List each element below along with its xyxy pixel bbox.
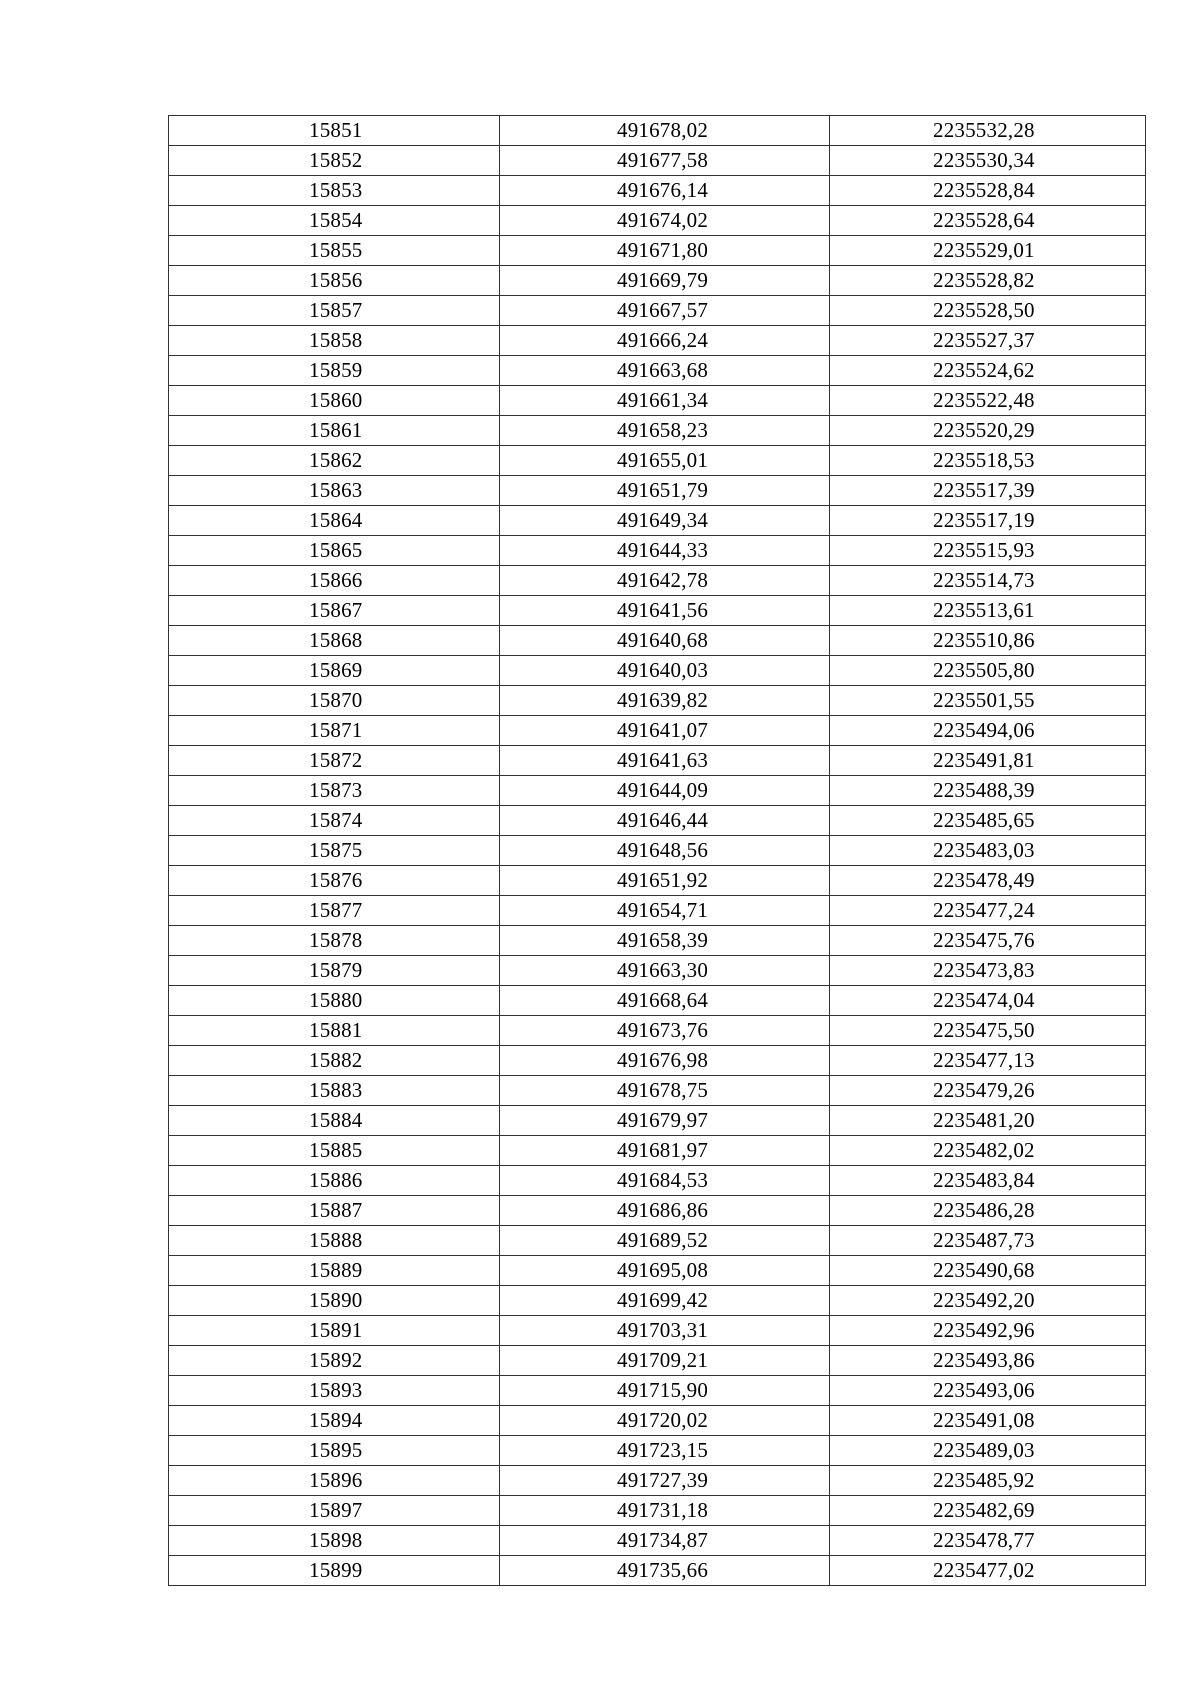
x-coordinate-cell: 491735,66 xyxy=(500,1556,830,1586)
y-coordinate-cell: 2235483,84 xyxy=(830,1166,1146,1196)
point-number-cell: 15865 xyxy=(169,536,500,566)
point-number-cell: 15886 xyxy=(169,1166,500,1196)
table-row xyxy=(169,536,1146,566)
x-coordinate-cell: 491639,82 xyxy=(500,686,830,716)
point-number-cell: 15869 xyxy=(169,656,500,686)
point-number-cell: 15866 xyxy=(169,566,500,596)
y-coordinate-cell: 2235477,24 xyxy=(830,896,1146,926)
table-row xyxy=(169,1316,1146,1346)
table-row xyxy=(169,1376,1146,1406)
table-row xyxy=(169,1436,1146,1466)
table-row xyxy=(169,866,1146,896)
point-number-cell: 15882 xyxy=(169,1046,500,1076)
y-coordinate-cell: 2235528,50 xyxy=(830,296,1146,326)
y-coordinate-cell: 2235473,83 xyxy=(830,956,1146,986)
x-coordinate-cell: 491686,86 xyxy=(500,1196,830,1226)
point-number-cell: 15876 xyxy=(169,866,500,896)
table-row xyxy=(169,716,1146,746)
table-row xyxy=(169,326,1146,356)
y-coordinate-cell: 2235490,68 xyxy=(830,1256,1146,1286)
point-number-cell: 15856 xyxy=(169,266,500,296)
point-number-cell: 15894 xyxy=(169,1406,500,1436)
table-row xyxy=(169,1496,1146,1526)
x-coordinate-cell: 491642,78 xyxy=(500,566,830,596)
y-coordinate-cell: 2235515,93 xyxy=(830,536,1146,566)
y-coordinate-cell: 2235518,53 xyxy=(830,446,1146,476)
x-coordinate-cell: 491651,79 xyxy=(500,476,830,506)
table-row xyxy=(169,1046,1146,1076)
point-number-cell: 15871 xyxy=(169,716,500,746)
point-number-cell: 15893 xyxy=(169,1376,500,1406)
table-row xyxy=(169,146,1146,176)
coordinates-table-body xyxy=(169,116,1146,1586)
point-number-cell: 15887 xyxy=(169,1196,500,1226)
x-coordinate-cell: 491641,56 xyxy=(500,596,830,626)
point-number-cell: 15864 xyxy=(169,506,500,536)
coordinates-table xyxy=(168,115,1146,1586)
table-row xyxy=(169,806,1146,836)
point-number-cell: 15880 xyxy=(169,986,500,1016)
point-number-cell: 15881 xyxy=(169,1016,500,1046)
y-coordinate-cell: 2235477,02 xyxy=(830,1556,1146,1586)
x-coordinate-cell: 491684,53 xyxy=(500,1166,830,1196)
x-coordinate-cell: 491676,14 xyxy=(500,176,830,206)
x-coordinate-cell: 491689,52 xyxy=(500,1226,830,1256)
y-coordinate-cell: 2235474,04 xyxy=(830,986,1146,1016)
table-row xyxy=(169,416,1146,446)
table-row xyxy=(169,1526,1146,1556)
table-row xyxy=(169,1556,1146,1586)
point-number-cell: 15883 xyxy=(169,1076,500,1106)
y-coordinate-cell: 2235491,08 xyxy=(830,1406,1146,1436)
x-coordinate-cell: 491727,39 xyxy=(500,1466,830,1496)
point-number-cell: 15884 xyxy=(169,1106,500,1136)
x-coordinate-cell: 491678,02 xyxy=(500,116,830,146)
point-number-cell: 15899 xyxy=(169,1556,500,1586)
table-row xyxy=(169,896,1146,926)
x-coordinate-cell: 491648,56 xyxy=(500,836,830,866)
table-row xyxy=(169,1076,1146,1106)
y-coordinate-cell: 2235528,84 xyxy=(830,176,1146,206)
point-number-cell: 15873 xyxy=(169,776,500,806)
y-coordinate-cell: 2235514,73 xyxy=(830,566,1146,596)
x-coordinate-cell: 491731,18 xyxy=(500,1496,830,1526)
table-row xyxy=(169,506,1146,536)
point-number-cell: 15877 xyxy=(169,896,500,926)
y-coordinate-cell: 2235492,20 xyxy=(830,1286,1146,1316)
point-number-cell: 15874 xyxy=(169,806,500,836)
table-row xyxy=(169,176,1146,206)
point-number-cell: 15895 xyxy=(169,1436,500,1466)
point-number-cell: 15868 xyxy=(169,626,500,656)
y-coordinate-cell: 2235524,62 xyxy=(830,356,1146,386)
table-row xyxy=(169,626,1146,656)
y-coordinate-cell: 2235520,29 xyxy=(830,416,1146,446)
y-coordinate-cell: 2235491,81 xyxy=(830,746,1146,776)
table-row xyxy=(169,236,1146,266)
point-number-cell: 15890 xyxy=(169,1286,500,1316)
y-coordinate-cell: 2235482,02 xyxy=(830,1136,1146,1166)
y-coordinate-cell: 2235493,06 xyxy=(830,1376,1146,1406)
point-number-cell: 15867 xyxy=(169,596,500,626)
x-coordinate-cell: 491658,39 xyxy=(500,926,830,956)
x-coordinate-cell: 491668,64 xyxy=(500,986,830,1016)
y-coordinate-cell: 2235482,69 xyxy=(830,1496,1146,1526)
y-coordinate-cell: 2235528,64 xyxy=(830,206,1146,236)
y-coordinate-cell: 2235517,39 xyxy=(830,476,1146,506)
point-number-cell: 15855 xyxy=(169,236,500,266)
y-coordinate-cell: 2235486,28 xyxy=(830,1196,1146,1226)
point-number-cell: 15852 xyxy=(169,146,500,176)
x-coordinate-cell: 491703,31 xyxy=(500,1316,830,1346)
y-coordinate-cell: 2235522,48 xyxy=(830,386,1146,416)
table-row xyxy=(169,1226,1146,1256)
point-number-cell: 15862 xyxy=(169,446,500,476)
table-row xyxy=(169,1256,1146,1286)
x-coordinate-cell: 491646,44 xyxy=(500,806,830,836)
y-coordinate-cell: 2235517,19 xyxy=(830,506,1146,536)
point-number-cell: 15889 xyxy=(169,1256,500,1286)
x-coordinate-cell: 491640,68 xyxy=(500,626,830,656)
x-coordinate-cell: 491715,90 xyxy=(500,1376,830,1406)
x-coordinate-cell: 491678,75 xyxy=(500,1076,830,1106)
x-coordinate-cell: 491666,24 xyxy=(500,326,830,356)
table-row xyxy=(169,686,1146,716)
point-number-cell: 15863 xyxy=(169,476,500,506)
x-coordinate-cell: 491681,97 xyxy=(500,1136,830,1166)
y-coordinate-cell: 2235505,80 xyxy=(830,656,1146,686)
x-coordinate-cell: 491651,92 xyxy=(500,866,830,896)
x-coordinate-cell: 491723,15 xyxy=(500,1436,830,1466)
y-coordinate-cell: 2235532,28 xyxy=(830,116,1146,146)
x-coordinate-cell: 491654,71 xyxy=(500,896,830,926)
table-row xyxy=(169,566,1146,596)
y-coordinate-cell: 2235510,86 xyxy=(830,626,1146,656)
table-row xyxy=(169,476,1146,506)
table-row xyxy=(169,776,1146,806)
x-coordinate-cell: 491699,42 xyxy=(500,1286,830,1316)
y-coordinate-cell: 2235494,06 xyxy=(830,716,1146,746)
x-coordinate-cell: 491667,57 xyxy=(500,296,830,326)
table-row xyxy=(169,356,1146,386)
point-number-cell: 15897 xyxy=(169,1496,500,1526)
y-coordinate-cell: 2235528,82 xyxy=(830,266,1146,296)
y-coordinate-cell: 2235489,03 xyxy=(830,1436,1146,1466)
table-row xyxy=(169,956,1146,986)
x-coordinate-cell: 491677,58 xyxy=(500,146,830,176)
point-number-cell: 15896 xyxy=(169,1466,500,1496)
table-row xyxy=(169,1346,1146,1376)
table-row xyxy=(169,1286,1146,1316)
point-number-cell: 15859 xyxy=(169,356,500,386)
y-coordinate-cell: 2235513,61 xyxy=(830,596,1146,626)
y-coordinate-cell: 2235529,01 xyxy=(830,236,1146,266)
point-number-cell: 15872 xyxy=(169,746,500,776)
table-row xyxy=(169,266,1146,296)
table-row xyxy=(169,986,1146,1016)
x-coordinate-cell: 491640,03 xyxy=(500,656,830,686)
y-coordinate-cell: 2235478,49 xyxy=(830,866,1146,896)
table-row xyxy=(169,1406,1146,1436)
point-number-cell: 15888 xyxy=(169,1226,500,1256)
x-coordinate-cell: 491695,08 xyxy=(500,1256,830,1286)
x-coordinate-cell: 491671,80 xyxy=(500,236,830,266)
table-row xyxy=(169,926,1146,956)
point-number-cell: 15853 xyxy=(169,176,500,206)
point-number-cell: 15857 xyxy=(169,296,500,326)
x-coordinate-cell: 491663,30 xyxy=(500,956,830,986)
point-number-cell: 15870 xyxy=(169,686,500,716)
table-row xyxy=(169,446,1146,476)
table-row xyxy=(169,386,1146,416)
x-coordinate-cell: 491658,23 xyxy=(500,416,830,446)
table-row xyxy=(169,836,1146,866)
x-coordinate-cell: 491709,21 xyxy=(500,1346,830,1376)
table-row xyxy=(169,596,1146,626)
y-coordinate-cell: 2235479,26 xyxy=(830,1076,1146,1106)
point-number-cell: 15891 xyxy=(169,1316,500,1346)
y-coordinate-cell: 2235481,20 xyxy=(830,1106,1146,1136)
x-coordinate-cell: 491679,97 xyxy=(500,1106,830,1136)
y-coordinate-cell: 2235488,39 xyxy=(830,776,1146,806)
y-coordinate-cell: 2235475,76 xyxy=(830,926,1146,956)
y-coordinate-cell: 2235475,50 xyxy=(830,1016,1146,1046)
point-number-cell: 15879 xyxy=(169,956,500,986)
table-row xyxy=(169,206,1146,236)
y-coordinate-cell: 2235501,55 xyxy=(830,686,1146,716)
y-coordinate-cell: 2235530,34 xyxy=(830,146,1146,176)
x-coordinate-cell: 491649,34 xyxy=(500,506,830,536)
table-row xyxy=(169,656,1146,686)
table-row xyxy=(169,746,1146,776)
y-coordinate-cell: 2235487,73 xyxy=(830,1226,1146,1256)
x-coordinate-cell: 491644,33 xyxy=(500,536,830,566)
point-number-cell: 15878 xyxy=(169,926,500,956)
point-number-cell: 15860 xyxy=(169,386,500,416)
y-coordinate-cell: 2235478,77 xyxy=(830,1526,1146,1556)
table-row xyxy=(169,1196,1146,1226)
y-coordinate-cell: 2235483,03 xyxy=(830,836,1146,866)
x-coordinate-cell: 491641,07 xyxy=(500,716,830,746)
point-number-cell: 15898 xyxy=(169,1526,500,1556)
x-coordinate-cell: 491734,87 xyxy=(500,1526,830,1556)
table-row xyxy=(169,1166,1146,1196)
point-number-cell: 15854 xyxy=(169,206,500,236)
y-coordinate-cell: 2235493,86 xyxy=(830,1346,1146,1376)
table-row xyxy=(169,1466,1146,1496)
point-number-cell: 15858 xyxy=(169,326,500,356)
x-coordinate-cell: 491676,98 xyxy=(500,1046,830,1076)
point-number-cell: 15892 xyxy=(169,1346,500,1376)
x-coordinate-cell: 491641,63 xyxy=(500,746,830,776)
y-coordinate-cell: 2235485,92 xyxy=(830,1466,1146,1496)
table-row xyxy=(169,1136,1146,1166)
y-coordinate-cell: 2235492,96 xyxy=(830,1316,1146,1346)
point-number-cell: 15875 xyxy=(169,836,500,866)
x-coordinate-cell: 491669,79 xyxy=(500,266,830,296)
x-coordinate-cell: 491661,34 xyxy=(500,386,830,416)
x-coordinate-cell: 491720,02 xyxy=(500,1406,830,1436)
x-coordinate-cell: 491673,76 xyxy=(500,1016,830,1046)
x-coordinate-cell: 491655,01 xyxy=(500,446,830,476)
table-row xyxy=(169,296,1146,326)
table-row xyxy=(169,1106,1146,1136)
x-coordinate-cell: 491663,68 xyxy=(500,356,830,386)
y-coordinate-cell: 2235527,37 xyxy=(830,326,1146,356)
y-coordinate-cell: 2235477,13 xyxy=(830,1046,1146,1076)
point-number-cell: 15861 xyxy=(169,416,500,446)
point-number-cell: 15851 xyxy=(169,116,500,146)
y-coordinate-cell: 2235485,65 xyxy=(830,806,1146,836)
x-coordinate-cell: 491644,09 xyxy=(500,776,830,806)
point-number-cell: 15885 xyxy=(169,1136,500,1166)
x-coordinate-cell: 491674,02 xyxy=(500,206,830,236)
table-row xyxy=(169,1016,1146,1046)
table-row xyxy=(169,116,1146,146)
